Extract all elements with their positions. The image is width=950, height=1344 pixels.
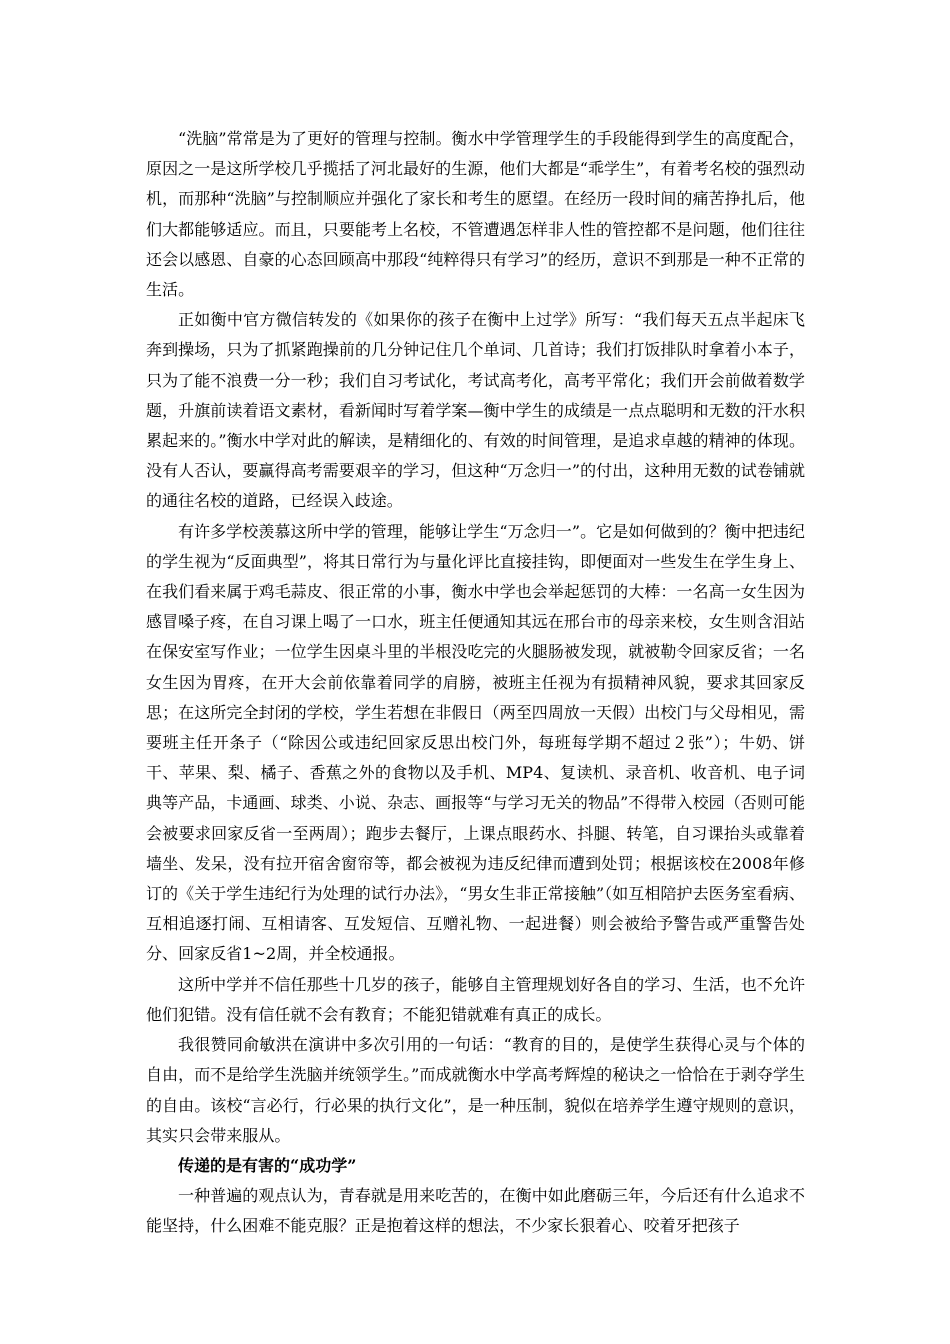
paragraph-freedom: 我很赞同俞敏洪在演讲中多次引用的一句话：“教育的目的，是使学生获得心灵与个体的自由，而不是给学生洗脑并统领学生。”而成就衡水中学高考辉煌的秘诀之一恰恰在于剥夺学生的自由。该校“言必行，行必果的执行文化”，是一种压制，貌似在培养学生遵守规则的意识，其实只会带来服从。: [146, 1035, 805, 1145]
paragraph-hardship: 一种普遍的观点认为，青春就是用来吃苦的，在衡中如此磨砺三年，今后还有什么追求不能坚持，什么困难不能克服？正是抱着这样的想法，不少家长狠着心、咬着牙把孩子: [146, 1186, 805, 1236]
paragraph-trust: 这所中学并不信任那些十几岁的孩子，能够自主管理规划好各自的学习、生活，也不允许他们犯错。没有信任就不会有教育；不能犯错就难有真正的成长。: [146, 974, 805, 1024]
paragraph-wechat-quote: 正如衡中官方微信转发的《如果你的孩子在衡中上过学》所写：“我们每天五点半起床飞奔到操场，只为了抓紧跑操前的几分钟记住几个单词、几首诗；我们打饭排队时拿着小本子，只为了能不浪费一分一秒；我们自习考试化，考试高考化，高考平常化；我们开会前做着数学题，升旗前读着语文素材，看新闻时写着学案—衡中学生的成绩是一点点聪明和无数的汗水积累起来的。”衡水中学对此的解读，是精细化的、有效的时间管理，是追求卓越的精神的体现。没有人否认，要赢得高考需要艰辛的学习，但这种“万念归一”的付出，这种用无数的试卷铺就的通往名校的道路，已经误入歧途。: [146, 310, 805, 511]
paragraph-discipline-rules: 有许多学校羡慕这所中学的管理，能够让学生“万念归一”。它是如何做到的？衡中把违纪的学生视为“反面典型”，将其日常行为与量化评比直接挂钩，即便面对一些发生在学生身上、在我们看来属于鸡毛蒜皮、很正常的小事，衡水中学也会举起惩罚的大棒：一名高一女生因为感冒嗓子疼，在自习课上喝了一口水，班主任便通知其远在邢台市的母亲来校，女生则含泪站在保安室写作业；一位学生因桌斗里的半根没吃完的火腿肠被发现，就被勒令回家反省；一名女生因为胃疼，在开大会前依靠着同学的肩膀，被班主任视为有损精神风貌，要求其回家反思；在这所完全封闭的学校，学生若想在非假日（两至四周放一天假）出校门与父母相见，需要班主任开条子（“除因公或违纪回家反思出校门外，每班每学期不超过２张”）；牛奶、饼干、苹果、梨、橘子、香蕉之外的食物以及手机、MP4、复读机、录音机、收音机、电子词典等产品，卡通画、球类、小说、杂志、画报等“与学习无关的物品”不得带入校园（否则可能会被要求回家反省一至两周）；跑步去餐厅，上课点眼药水、抖腿、转笔，自习课抬头或靠着墙坐、发呆，没有拉开宿舍窗帘等，都会被视为违反纪律而遭到处罚；根据该校在2008年修订的《关于学生违纪行为处理的试行办法》，“男女生非正常接触”（如互相陪护去医务室看病、互相追逐打闹、互相请客、互发短信、互赠礼物、一起进餐）则会被给予警告或严重警告处分、回家反省1~2周，并全校通报。: [146, 521, 805, 964]
section-heading: 传递的是有害的“成功学”: [178, 1155, 357, 1175]
article-body: [146, 124, 805, 1242]
paragraph-brainwashing: “洗脑”常常是为了更好的管理与控制。衡水中学管理学生的手段能得到学生的高度配合，原因之一是这所学校几乎揽括了河北最好的生源，他们大都是“乖学生”，有着考名校的强烈动机，而那种“洗脑”与控制顺应并强化了家长和考生的愿望。在经历一段时间的痛苦挣扎后，他们大都能够适应。而且，只要能考上名校，不管遭遇怎样非人性的管控都不是问题，他们往往还会以感恩、自豪的心态回顾高中那段“纯粹得只有学习”的经历，意识不到那是一种不正常的生活。: [146, 129, 805, 300]
